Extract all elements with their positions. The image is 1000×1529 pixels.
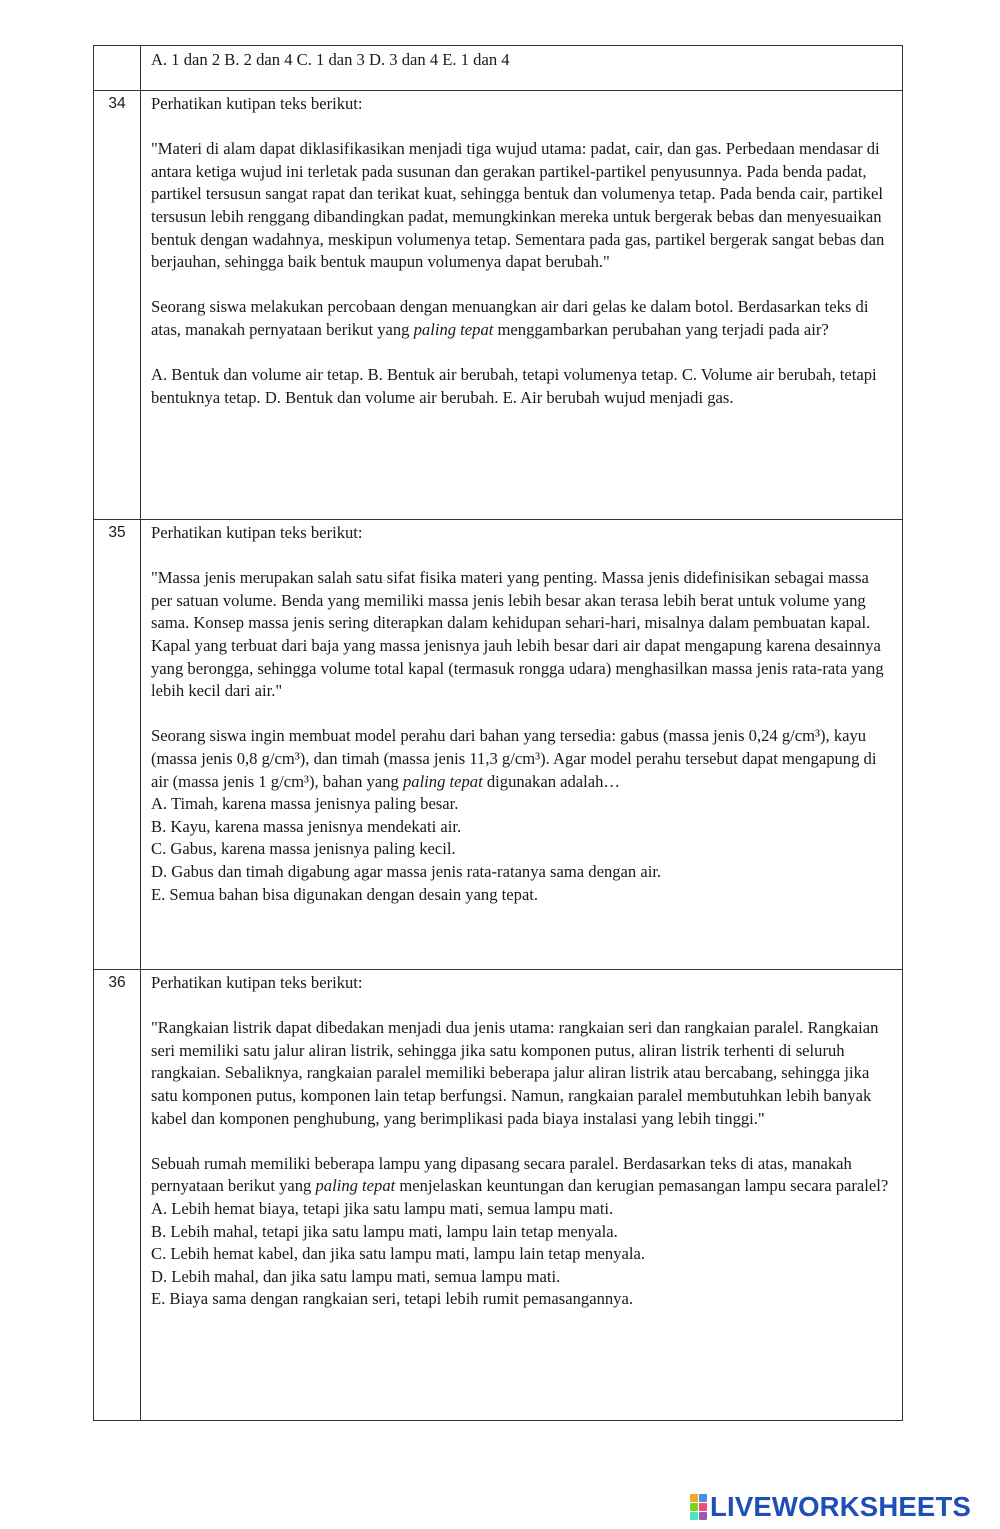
question-number: 36 xyxy=(94,970,141,1421)
logo-block xyxy=(690,1503,698,1511)
question-content xyxy=(141,970,903,1421)
question-quote: "Massa jenis merupakan salah satu sifat fisika materi yang penting. Massa jenis didefinisikan sebagai massa per satuan volume. Benda yang memiliki massa jenis lebih besar akan terasa lebih berat untuk volume yang sama. Konsep massa jenis sering diterapkan dalam kehidupan sehari-hari, misalnya dalam pembuatan kapal. Kapal yang terbuat dari baja yang massa jenisnya jauh lebih besar dari air dapat mengapung karena desainnya yang berongga, sehingga volume total kapal (termasuk rongga udara) menghasilkan massa jenis rata-rata yang lebih kecil dari air." xyxy=(151,568,884,701)
question-content xyxy=(141,91,903,520)
logo-block xyxy=(699,1512,707,1520)
question-stem: Seorang siswa melakukan percobaan dengan menuangkan air dari gelas ke dalam botol. Berdasarkan teks di atas, manakah pernyataan berikut yang paling tepat menggambarkan perubahan yang terjadi pada air? xyxy=(151,297,869,339)
question-stem: Sebuah rumah memiliki beberapa lampu yang dipasang secara paralel. Berdasarkan teks di atas, manakah pernyataan berikut yang paling tepat menjelaskan keuntungan dan kerugian pemasangan lampu secara paralel? xyxy=(151,1153,889,1196)
answer-option: A. Lebih hemat biaya, tetapi jika satu lampu mati, semua lampu mati. xyxy=(151,1198,614,1218)
question-quote: "Rangkaian listrik dapat dibedakan menjadi dua jenis utama: rangkaian seri dan rangkaian paralel. Rangkaian seri memiliki satu jalur aliran listrik, sehingga jika satu komponen putus, aliran listrik terhenti di seluruh rangkaian. Sebaliknya, rangkaian paralel memiliki beberapa jalur aliran listrik atau bercabang, sehingga jika satu komponen putus, komponen lain tetap berfungsi. Namun, rangkaian paralel membutuhkan lebih banyak kabel dan komponen penghubung, yang berimplikasi pada biaya instalasi yang lebih tinggi." xyxy=(151,1018,879,1128)
answer-option: B. Lebih mahal, tetapi jika satu lampu mati, lampu lain tetap menyala. xyxy=(151,1221,618,1241)
question-intro: Perhatikan kutipan teks berikut: xyxy=(151,523,363,542)
answer-option: C. Gabus, karena massa jenisnya paling kecil. xyxy=(151,839,456,859)
answer-option: B. Kayu, karena massa jenisnya mendekati air. xyxy=(151,816,462,836)
liveworksheets-logo xyxy=(690,1490,971,1524)
question-number: 34 xyxy=(94,91,141,520)
answer-option: C. Lebih hemat kabel, dan jika satu lampu mati, lampu lain tetap menyala. xyxy=(151,1244,645,1264)
answer-options: A. 1 dan 2 B. 2 dan 4 C. 1 dan 3 D. 3 dan 4 E. 1 dan 4 xyxy=(151,50,510,69)
answer-option: E. Semua bahan bisa digunakan dengan desain yang tepat. xyxy=(151,884,539,904)
question-stem: Seorang siswa ingin membuat model perahu dari bahan yang tersedia: gabus (massa jenis 0,24 g/cm³), kayu (massa jenis 0,8 g/cm³), dan timah (massa jenis 11,3 g/cm³). Agar model perahu tersebut dapat mengapung di air (massa jenis 1 g/cm³), bahan yang paling tepat digunakan adalah… xyxy=(151,726,877,791)
question-number xyxy=(94,46,141,91)
logo-block xyxy=(690,1494,698,1502)
question-intro: Perhatikan kutipan teks berikut: xyxy=(151,94,363,113)
question-row xyxy=(94,91,903,520)
answer-options: A. Bentuk dan volume air tetap. B. Bentuk air berubah, tetapi volumenya tetap. C. Volume air berubah, tetapi bentuknya tetap. D. Bentuk dan volume air berubah. E. Air berubah wujud menjadi gas. xyxy=(151,365,877,407)
answer-option: D. Gabus dan timah digabung agar massa jenis rata-ratanya sama dengan air. xyxy=(151,861,662,881)
answer-option: D. Lebih mahal, dan jika satu lampu mati, semua lampu mati. xyxy=(151,1266,561,1286)
question-table xyxy=(93,45,903,1421)
answer-option: E. Biaya sama dengan rangkaian seri, tetapi lebih rumit pemasangannya. xyxy=(151,1289,633,1309)
question-row xyxy=(94,46,903,91)
logo-text: LIVEWORKSHEETS xyxy=(710,1491,972,1522)
question-content xyxy=(141,46,903,91)
question-intro: Perhatikan kutipan teks berikut: xyxy=(151,973,363,992)
question-row xyxy=(94,970,903,1421)
answer-option: A. Timah, karena massa jenisnya paling besar. xyxy=(151,794,459,814)
logo-block xyxy=(699,1494,707,1502)
liveworksheets-logo-icon xyxy=(690,1494,707,1520)
logo-block xyxy=(699,1503,707,1511)
question-number: 35 xyxy=(94,520,141,970)
question-row xyxy=(94,520,903,970)
question-content xyxy=(141,520,903,970)
question-quote: "Materi di alam dapat diklasifikasikan menjadi tiga wujud utama: padat, cair, dan gas. Perbedaan mendasar di antara ketiga wujud ini terletak pada susunan dan gerakan partikel-partikel penyusunnya. Pada benda padat, partikel tersusun sangat rapat dan terikat kuat, sehingga bentuk dan volumenya tetap. Pada benda cair, partikel tersusun lebih renggang dibandingkan padat, memungkinkan mereka untuk bergerak bebas dan menyesuaikan bentuk dengan wadahnya, meskipun volumenya tetap. Sementara pada gas, partikel bergerak sangat bebas dan berjauhan, sehingga baik bentuk maupun volumenya dapat berubah." xyxy=(151,139,885,272)
logo-block xyxy=(690,1512,698,1520)
